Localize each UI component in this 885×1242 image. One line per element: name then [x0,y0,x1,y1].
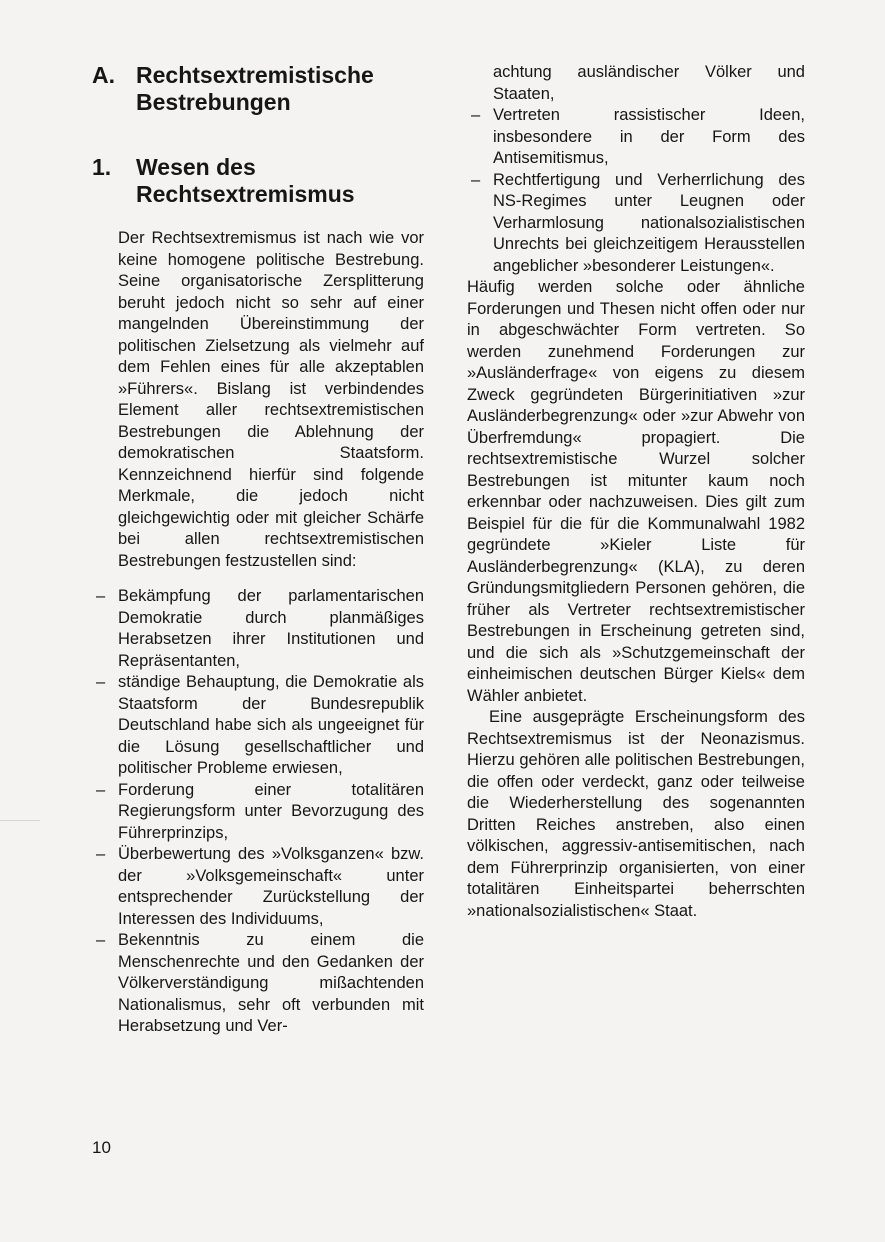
feature-list-left [92,586,424,1038]
right-column [467,62,805,922]
section-heading [92,154,424,208]
list-item: – ständige Behauptung, die Demokratie als Staatsform der Bundesrepublik Deutschland habe sich als ungeeignet für die Lösung gesellschaftlicher und politischer Probleme erwiesen, [92,672,424,780]
list-item: – Vertreten rassistischer Ideen, insbesondere in der Form des Antisemitismus, [467,105,805,170]
body-paragraph-2: Eine ausgeprägte Erscheinungsform des Rechtsextremismus ist der Neonazismus. Hierzu gehören alle politischen Bestrebungen, die offen oder verdeckt, ganz oder teilweise die Wiederherstellung des sogenannten Dritten Reiches anstreben, also einen völkischen, aggressiv-antisemitischen, nach dem Führerprinzip organisierten, von einer totalitären Einheitspartei beherrschten »nationalsozialistischen« Staat. [467,708,805,920]
list-item: – Forderung einer totalitären Regierungsform unter Bevorzugung des Führerprinzips, [92,780,424,845]
feature-list-right [467,105,805,277]
list-item: – Überbewertung des »Volksganzen« bzw. der »Volksgemeinschaft« unter entsprechender Zurückstellung der Interessen des Individuums, [92,844,424,930]
body-paragraph-1: Häufig werden solche oder ähnliche Forderungen und Thesen nicht offen oder nur in abgeschwächter Form vertreten. So werden zunehmend Forderungen zur »Ausländerfrage« von eigens zu diesem Zweck gegründeten Bürgerinitiativen »zur Ausländerbegrenzung« oder »zur Abwehr von Überfremdung« propagiert. Die rechtsextremistische Wurzel solcher Bestrebungen ist mitunter kaum noch erkennbar oder nachzuweisen. Dies gilt zum Beispiel für die für die Kommunalwahl 1982 gegründete »Kieler Liste für Ausländerbegrenzung« (KLA), zu deren Gründungsmitgliedern Personen gehören, die früher als Vertreter rechtsextremistischer Bestrebungen in Erscheinung getreten sind, und die sich als »Schutzgemeinschaft der einheimischen deutschen Bürger Kiels« dem Wähler anbietet. [467,278,805,705]
list-item: – Bekämpfung der parlamentarischen Demokratie durch planmäßiges Herabsetzen ihrer Institutionen und Repräsentanten, [92,586,424,672]
list-item: – Bekenntnis zu einem die Menschenrechte und den Gedanken der Völkerverständigung mißachtenden Nationalismus, sehr oft verbunden mit Herabsetzung und Ver- [92,930,424,1038]
chapter-heading [92,62,424,116]
section-number: 1. [92,154,112,180]
intro-paragraph: Der Rechtsextremismus ist nach wie vor keine homogene politische Bestrebung. Seine organisatorische Zersplitterung beruht jedoch nicht so sehr auf einer mangelnden Übereinstimmung der politischen Zielsetzung als vielmehr auf dem Fehlen eines für alle akzeptablen »Führers«. Bislang ist verbindendes Element aller rechtsextremistischen Bestrebungen die Ablehnung der demokratischen Staatsform. Kennzeichnend hierfür sind folgende Merkmale, die jedoch nicht gleichgewichtig oder mit gleicher Schärfe bei allen rechtsextremistischen Bestrebungen festzustellen sind: [118,229,424,570]
page-fold-mark [0,820,40,821]
list-continuation: achtung ausländischer Völker und Staaten, [493,63,805,103]
chapter-number: A. [92,62,115,88]
list-item: – Rechtfertigung und Verherrlichung des NS-Regimes unter Leugnen oder Verharmlosung nationalsozialistischen Unrechts bei gleichzeitigem Herausstellen angeblicher »besonderer Leistungen«. [467,170,805,278]
left-column [92,62,424,1038]
page-number: 10 [92,1138,111,1157]
chapter-title: Rechtsextremistische Bestrebungen [136,62,374,115]
section-title: Wesen des Rechtsextremismus [136,154,355,207]
